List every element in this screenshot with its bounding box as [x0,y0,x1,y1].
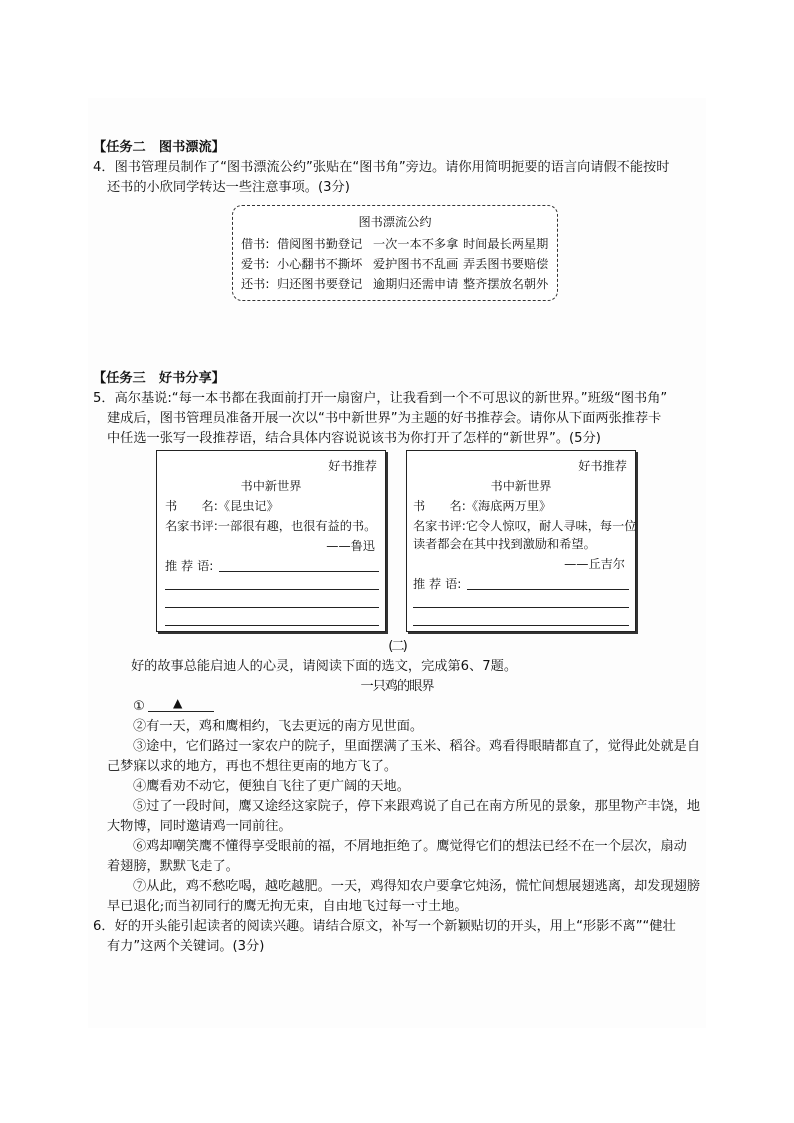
card2-book-name: 书 名:《海底两万里》 [413,499,552,513]
paragraph-7-line2: 早已退化;而当初同行的鹰无拘无束，自由地飞过每一寸土地。 [107,899,468,914]
paragraph-6-line1: ⑥鸡却嘲笑鹰不懂得享受眼前的福，不屑地拒绝了。鹰觉得它们的想法已经不在一个层次，扇动 [133,839,687,854]
paragraph-6-line2: 着翅膀，默默飞走了。 [107,859,239,874]
convention-box [232,205,558,301]
paragraph-4: ④鹰看劝不动它，便独自飞往了更广阔的天地。 [133,779,410,794]
card2-answer-line-2[interactable] [413,607,629,608]
task2-header: 【任务二 图书漂流】 [93,140,225,155]
card1-answer-line-3[interactable] [165,607,379,608]
section-number: (二) [388,639,406,654]
card1-answer-line-1[interactable] [219,571,379,572]
card2-review-line1: 名家书评:它令人惊叹，耐人寻味，每一位 [413,519,637,533]
convention-row-borrow-item1: 借阅图书勤登记 [277,237,363,251]
convention-row-return-item2: 逾期归还需申请 [373,277,459,291]
question-4-line1: 4．图书管理员制作了“图书漂流公约”张贴在“图书角”旁边。请你用简明扼要的语言向请假不能按时 [93,160,670,175]
convention-row-care-item3: 弄丢图书要赔偿 [463,257,549,271]
paragraph-1-blank-mark: ▲ [173,696,183,710]
card1-book-name: 书 名:《昆虫记》 [165,499,279,513]
convention-row-borrow-item2: 一次一本不多拿 [373,237,459,251]
recommend-card-2 [406,450,636,632]
paragraph-5-line2: 大物博，同时邀请鸡一同前往。 [107,819,292,834]
question-6-line2: 有力”这两个关键词。(3分) [107,939,265,954]
card1-corner-label: 好书推荐 [328,459,377,473]
card1-title: 书中新世界 [240,479,302,493]
paragraph-1-number: ① [133,699,145,714]
paragraph-1-blank[interactable] [148,711,214,712]
question-4-line2: 还书的小欣同学转达一些注意事项。(3分) [107,180,350,195]
convention-row-return-label: 还书: [241,277,270,291]
card2-answer-line-3[interactable] [413,625,629,626]
paragraph-2: ②有一天，鸡和鹰相约，飞去更远的南方见世面。 [133,719,424,734]
recommend-card-1 [156,450,386,632]
story-title: 一只鸡的眼界 [360,679,434,694]
question-6-line1: 6．好的开头能引起读者的阅读兴趣。请结合原文，补写一个新颖贴切的开头，用上“形影不离”“健壮 [93,919,676,934]
paragraph-3-line1: ③途中，它们路过一家农户的院子，里面摆满了玉米、稻谷。鸡看得眼睛都直了，觉得此处就是自 [133,739,701,754]
paragraph-5-line1: ⑤过了一段时间，鹰又途经这家院子，停下来跟鸡说了自己在南方所见的景象，那里物产丰饶，地 [133,799,701,814]
card1-review: 名家书评:一部很有趣，也很有益的书。 [165,519,377,533]
card2-author: ——丘吉尔 [564,557,625,571]
convention-row-care-item2: 爱护图书不乱画 [373,257,459,271]
paragraph-3-line2: 己梦寐以求的地方，再也不想往更南的地方飞了。 [107,759,398,774]
convention-row-borrow-item3: 时间最长两星期 [463,237,549,251]
task3-header: 【任务三 好书分享】 [93,371,225,386]
card1-author: ——鲁迅 [326,539,375,553]
card2-corner-label: 好书推荐 [578,459,627,473]
question-5-line1: 5．高尔基说:“每一本书都在我面前打开一扇窗户，让我看到一个不可思议的新世界。”班级“图书角” [93,391,668,406]
question-5-line2: 建成后，图书管理员准备开展一次以“书中新世界”为主题的好书推荐会。请你从下面两张推荐卡 [107,411,662,426]
paragraph-7-line1: ⑦从此，鸡不愁吃喝，越吃越肥。一天，鸡得知农户要拿它炖汤，慌忙间想展翅逃离，却发现翅膀 [133,879,701,894]
convention-row-return-item3: 整齐摆放名朝外 [463,277,549,291]
convention-row-return-item1: 归还图书要登记 [277,277,363,291]
card2-title: 书中新世界 [490,479,552,493]
card2-review-line2: 读者都会在其中找到激励和希望。 [413,537,596,551]
card1-answer-line-4[interactable] [165,625,379,626]
card1-answer-line-2[interactable] [165,589,379,590]
card2-answer-line-1[interactable] [467,589,629,590]
card2-recommend-label: 推 荐 语: [413,577,462,591]
section-intro: 好的故事总能启迪人的心灵，请阅读下面的选文，完成第6、7题。 [131,659,518,674]
convention-row-care-item1: 小心翻书不撕坏 [277,257,363,271]
card1-recommend-label: 推 荐 语: [165,559,214,573]
convention-row-borrow-label: 借书: [241,237,270,251]
question-5-line3: 中任选一张写一段推荐语，结合具体内容说说该书为你打开了怎样的“新世界”。(5分) [107,431,601,446]
convention-row-care-label: 爱书: [241,257,270,271]
convention-title: 图书漂流公约 [358,215,432,229]
